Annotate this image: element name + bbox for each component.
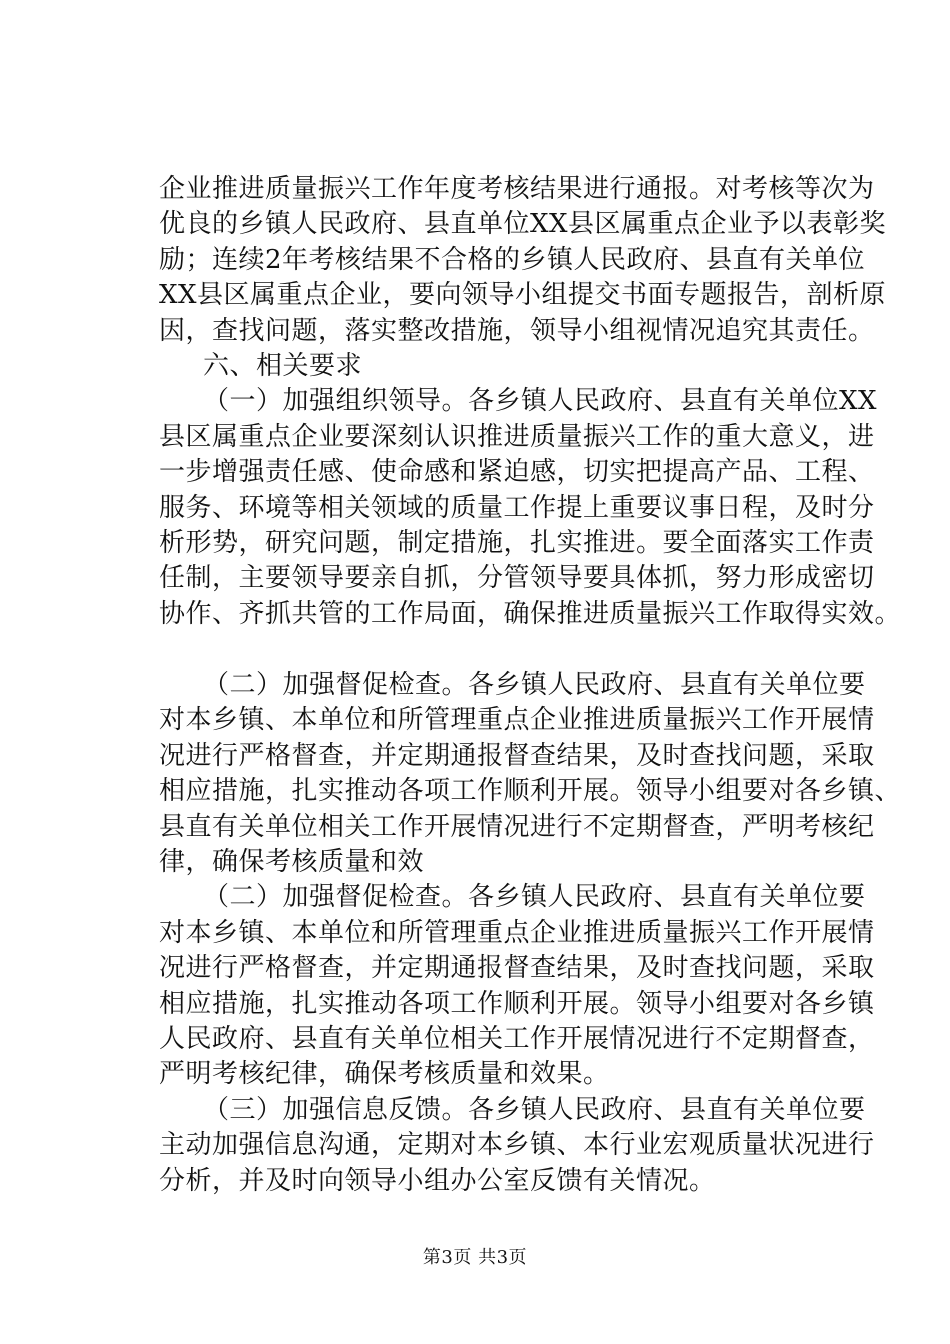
text-line: 企业推进质量振兴工作年度考核结果进行通报。对考核等次为 [159,174,875,204]
paragraph-organization-leadership [159,384,902,632]
document-body [159,172,902,1199]
text-line: 相应措施，扎实推动各项工作顺利开展。领导小组要对各乡镇 [159,988,875,1019]
text-line: 主动加强信息沟通，定期对本乡镇、本行业宏观质量状况进行 [159,1130,875,1161]
paragraph-information-feedback [159,1093,875,1199]
section-heading-requirements [159,349,859,384]
text-line: 对本乡镇、本单位和所管理重点企业推进质量振兴工作开展情 [159,917,875,948]
text-line: 律，确保考核质量和效 [159,847,425,878]
paragraph-gap [159,632,859,668]
text-line: 况进行严格督查，并定期通报督查结果，及时查找问题，采取 [159,953,875,984]
text-line: 县区属重点企业要深刻认识推进质量振兴工作的重大意义，进 [159,421,875,452]
paragraph-supervision [159,880,875,1092]
text-line: 严明考核纪律，确保考核质量和效果。 [159,1059,610,1090]
paragraph-supervision-draft [159,668,902,880]
text-line: 况进行严格督查，并定期通报督查结果，及时查找问题，采取 [159,740,875,771]
section-heading: 六、相关要求 [203,350,363,381]
text-line: XX县区属重点企业，要向领导小组提交书面专题报告，剖析原 [159,280,887,311]
text-line: 县直有关单位相关工作开展情况进行不定期督查，严明考核纪 [159,811,875,842]
text-line: 析形势，研究问题，制定措施，扎实推进。要全面落实工作责 [159,527,875,558]
text-line: 相应措施，扎实推动各项工作顺利开展。领导小组要对各乡镇、 [159,776,902,807]
text-line: （二）加强督促检查。各乡镇人民政府、县直有关单位要 [203,670,866,701]
text-line: 优良的乡镇人民政府、县直单位XX县区属重点企业予以表彰奖 [159,209,887,240]
page-footer: 第3页 共3页 [422,1247,528,1268]
text-line: （一）加强组织领导。各乡镇人民政府、县直有关单位XX [203,386,878,417]
text-line: 因，查找问题，落实整改措施，领导小组视情况追究其责任。 [159,315,875,346]
text-line: 任制，主要领导要亲自抓，分管领导要具体抓，努力形成密切 [159,563,875,594]
text-line: 对本乡镇、本单位和所管理重点企业推进质量振兴工作开展情 [159,705,875,736]
text-line: 励；连续2年考核结果不合格的乡镇人民政府、县直有关单位 [159,244,866,275]
text-line: （二）加强督促检查。各乡镇人民政府、县直有关单位要 [203,882,866,913]
text-line: （三）加强信息反馈。各乡镇人民政府、县直有关单位要 [203,1094,866,1125]
paragraph-evaluation-report [159,172,887,349]
text-line: 分析，并及时向领导小组办公室反馈有关情况。 [159,1165,716,1196]
text-line: 协作、齐抓共管的工作局面，确保推进质量振兴工作取得实效。 [159,598,902,629]
text-line: 一步增强责任感、使命感和紧迫感，切实把提高产品、工程、 [159,457,875,488]
text-line: 人民政府、县直有关单位相关工作开展情况进行不定期督查， [159,1023,875,1054]
text-line: 服务、环境等相关领域的质量工作提上重要议事日程，及时分 [159,492,875,523]
